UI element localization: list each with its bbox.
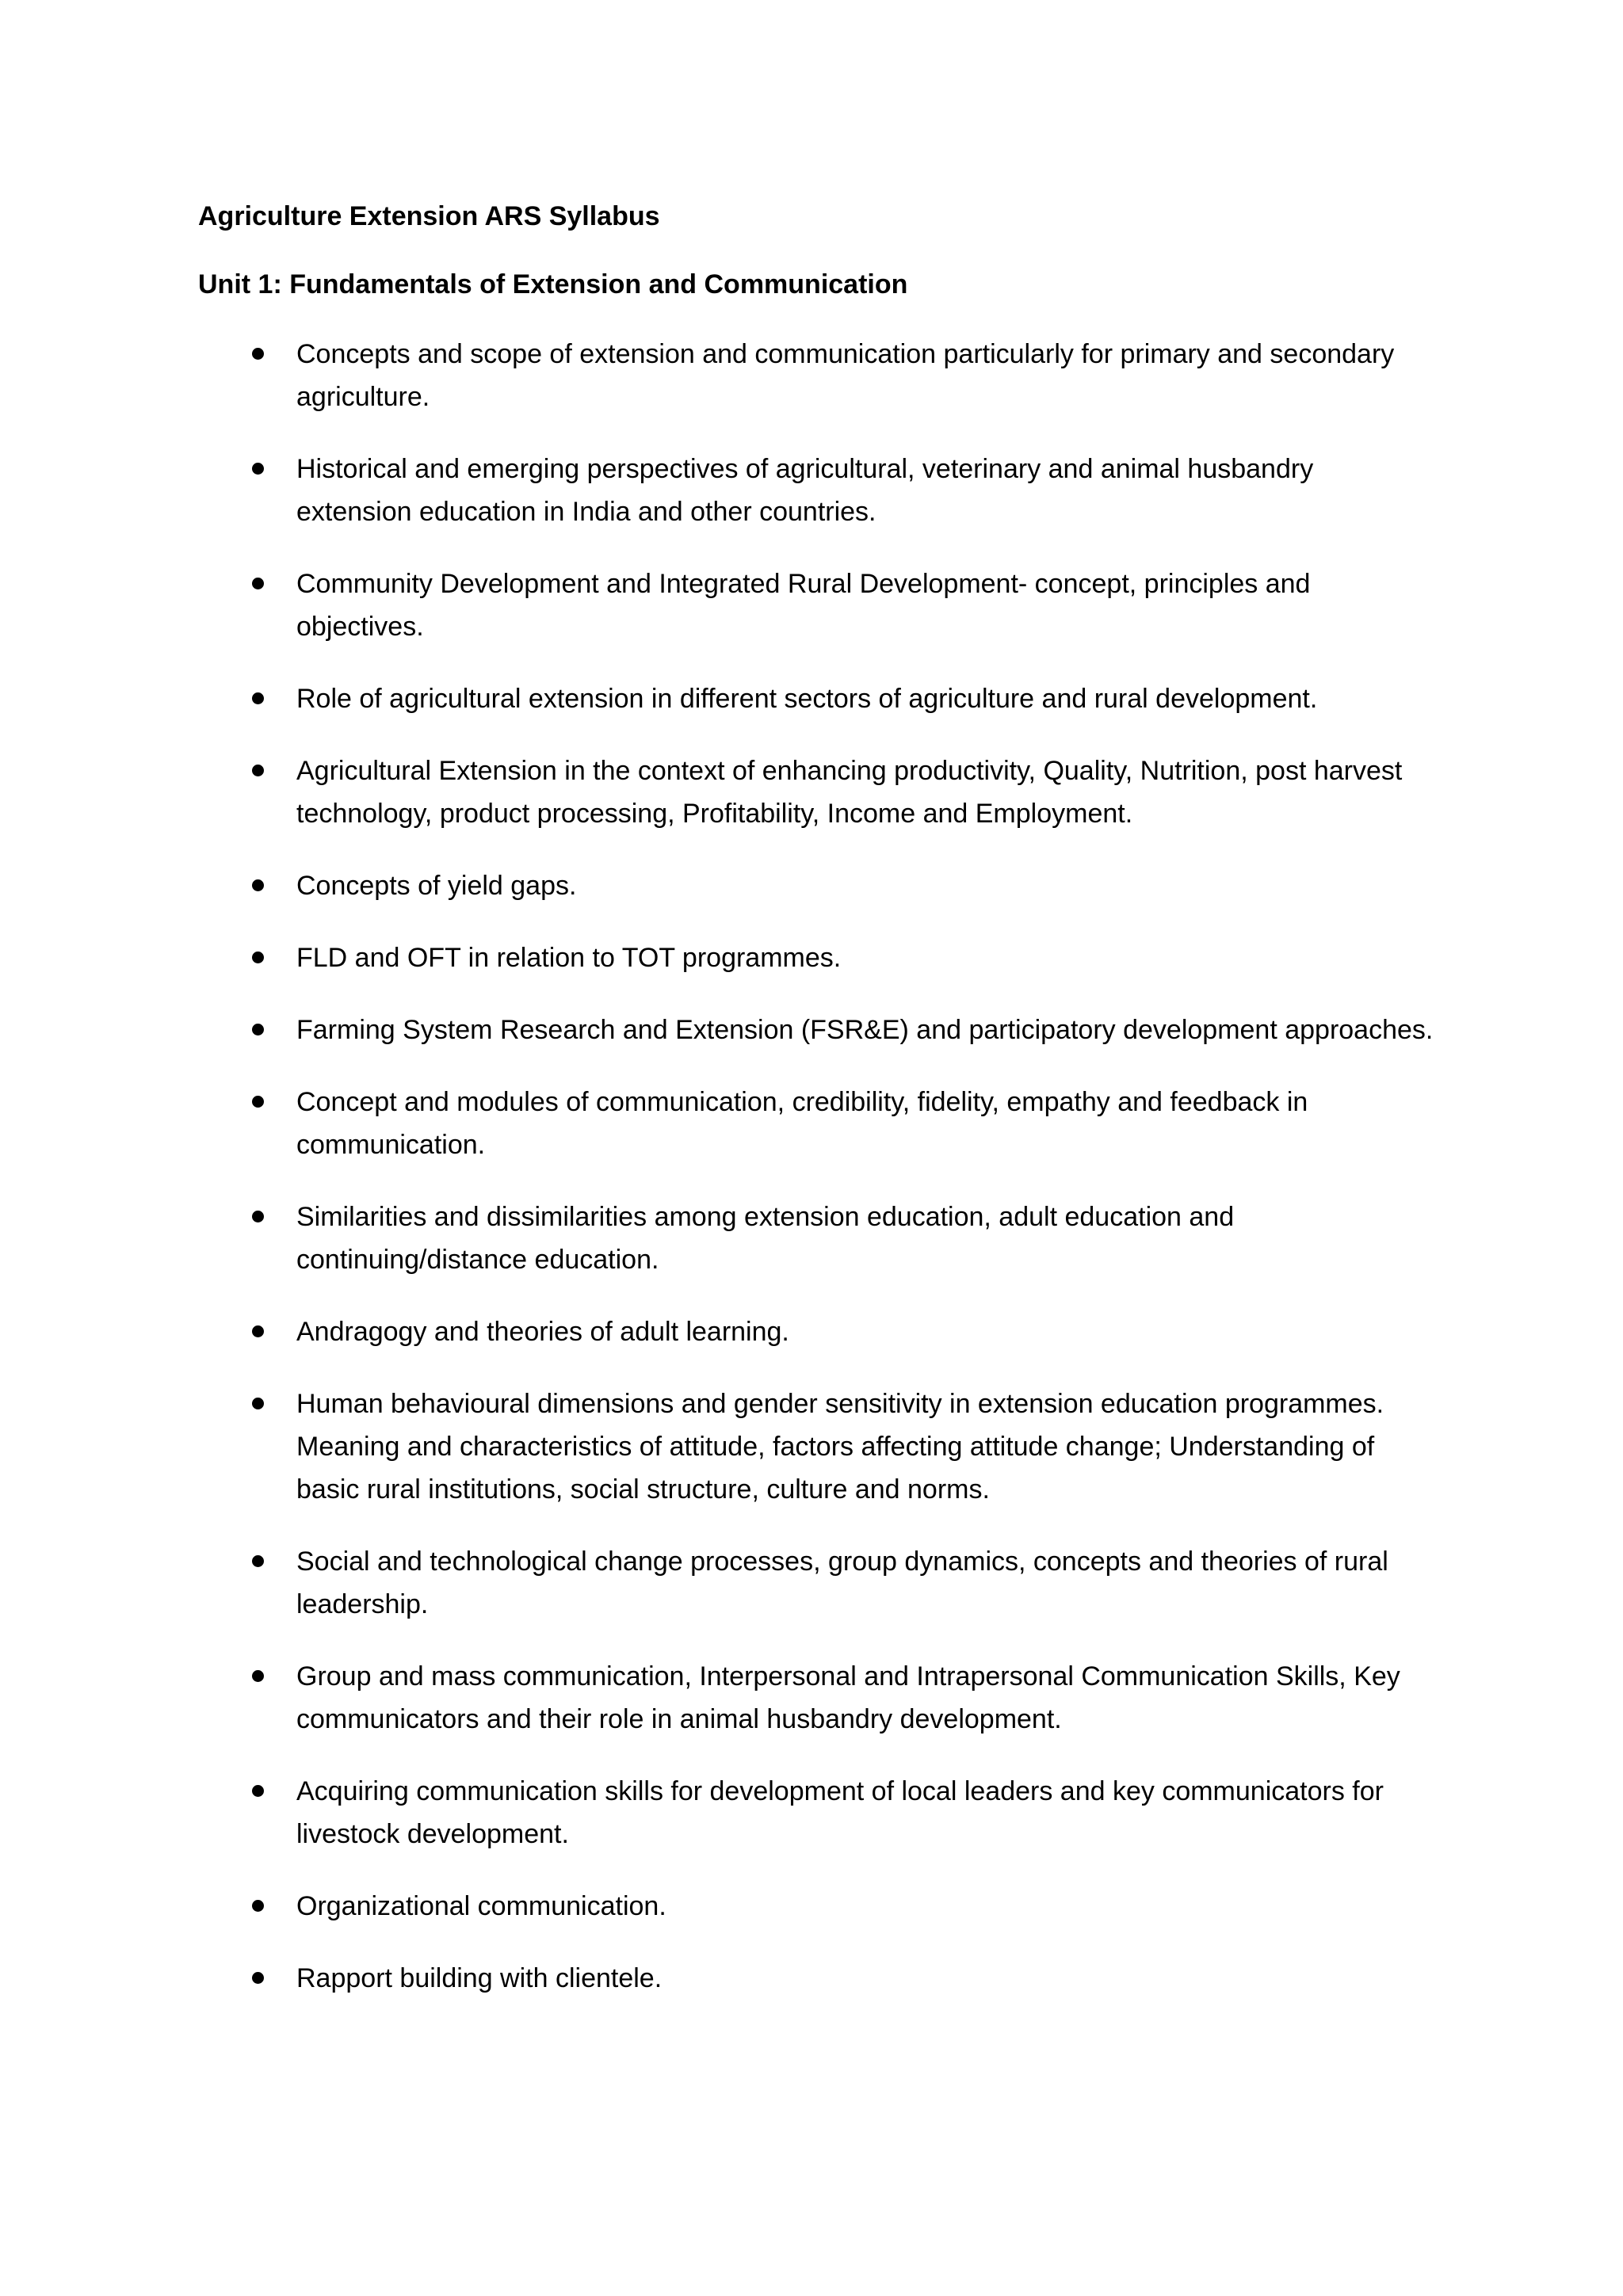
list-item [198, 864, 1434, 907]
topic-text: Acquiring communication skills for development of local leaders and key communicators for livestock development. [296, 1776, 1384, 1849]
bullet-icon [252, 463, 264, 475]
topic-text: Rapport building with clientele. [296, 1963, 663, 1993]
unit-heading: Unit 1: Fundamentals of Extension and Communication [198, 269, 908, 299]
bullet-icon [252, 1096, 264, 1108]
topic-text: Historical and emerging perspectives of agricultural, veterinary and animal husbandry extension education in India and other countries. [296, 454, 1314, 527]
topic-text: FLD and OFT in relation to TOT programmes. [296, 943, 842, 973]
bullet-icon [252, 1211, 264, 1222]
topic-text: Concepts and scope of extension and communication particularly for primary and secondary agriculture. [296, 339, 1395, 412]
bullet-icon [252, 1555, 264, 1567]
document-content [198, 195, 1434, 2029]
topic-text: Group and mass communication, Interpersonal and Intrapersonal Communication Skills, Key communicators and their role in animal husbandry development. [296, 1661, 1400, 1734]
bullet-icon [252, 348, 264, 360]
list-item [198, 677, 1434, 720]
topic-text: Community Development and Integrated Rural Development- concept, principles and objectives. [296, 569, 1311, 642]
topic-text: Concepts of yield gaps. [296, 871, 577, 901]
bullet-icon [252, 578, 264, 589]
topic-text: Andragogy and theories of adult learning. [296, 1317, 789, 1347]
list-item [198, 448, 1434, 533]
topic-text: Farming System Research and Extension (FSR&E) and participatory development approaches. [296, 1015, 1434, 1045]
bullet-icon [252, 692, 264, 704]
bullet-icon [252, 1900, 264, 1912]
topic-text: Role of agricultural extension in different sectors of agriculture and rural development. [296, 684, 1318, 714]
topic-list [198, 333, 1434, 2000]
list-item [198, 333, 1434, 418]
list-item [198, 563, 1434, 648]
list-item [198, 1655, 1434, 1741]
bullet-icon [252, 1024, 264, 1035]
bullet-icon [252, 952, 264, 963]
bullet-icon [252, 765, 264, 776]
list-item [198, 1885, 1434, 1928]
bullet-icon [252, 1325, 264, 1337]
bullet-icon [252, 1670, 264, 1682]
list-item [198, 1310, 1434, 1353]
document-title: Agriculture Extension ARS Syllabus [198, 201, 660, 231]
bullet-icon [252, 1398, 264, 1409]
list-item [198, 1009, 1434, 1051]
list-item [198, 1383, 1434, 1511]
list-item [198, 936, 1434, 979]
topic-text: Agricultural Extension in the context of enhancing productivity, Quality, Nutrition, post harvest technology, product processing, Profitability, Income and Employment. [296, 756, 1403, 829]
list-item [198, 1081, 1434, 1166]
topic-text: Similarities and dissimilarities among extension education, adult education and continuing/distance education. [296, 1202, 1235, 1275]
bullet-icon [252, 1785, 264, 1797]
list-item [198, 1196, 1434, 1281]
topic-text: Concept and modules of communication, credibility, fidelity, empathy and feedback in communication. [296, 1087, 1308, 1160]
list-item [198, 1957, 1434, 2000]
list-item [198, 749, 1434, 835]
topic-text: Social and technological change processes, group dynamics, concepts and theories of rural leadership. [296, 1547, 1388, 1619]
list-item [198, 1540, 1434, 1626]
bullet-icon [252, 879, 264, 891]
list-item [198, 1770, 1434, 1855]
topic-text: Human behavioural dimensions and gender sensitivity in extension education programmes. Meaning and characteristics of attitude, factors affecting attitude change; Understanding of basic rural institutions, social structure, culture and norms. [296, 1389, 1384, 1505]
bullet-icon [252, 1972, 264, 1984]
topic-text: Organizational communication. [296, 1891, 666, 1921]
